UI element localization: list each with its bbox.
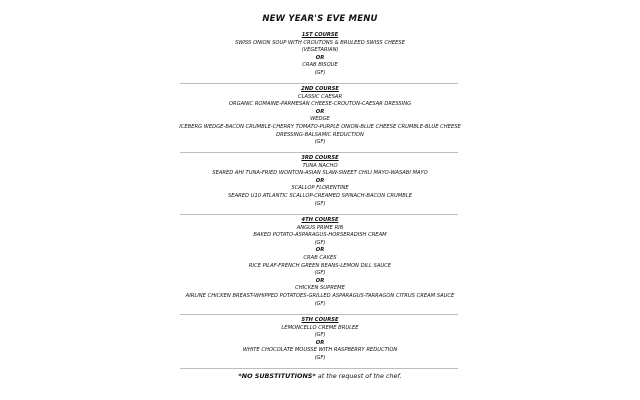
dietary-note: (GF) <box>314 332 326 339</box>
or-separator: OR <box>315 108 325 115</box>
menu-item-description: SEARED AHI TUNA-FRIED WONTON-ASIAN SLAW-SWEET CHILI MAYO-WASABI MAYO <box>212 170 428 177</box>
course-2 <box>0 86 640 147</box>
or-separator: OR <box>315 277 325 284</box>
menu-item: ANGUS PRIME RIB <box>296 224 344 231</box>
dietary-note: (GF) <box>314 300 326 307</box>
course-heading: 4TH COURSE <box>301 217 339 223</box>
menu-item: CLASSIC CAESAR <box>297 93 343 100</box>
menu-item-description: DRESSING-BALSAMIC REDUCTION <box>276 131 364 138</box>
menu-item: CRAB BISQUE <box>302 62 338 69</box>
menu-item: WHITE CHOCOLATE MOUSSE WITH RASPBERRY REDUCTION <box>242 347 398 354</box>
dietary-note: (GF) <box>314 354 326 361</box>
footer-note: at the request of the chef. <box>315 372 402 380</box>
course-5 <box>0 317 640 363</box>
course-heading: 3RD COURSE <box>301 155 339 161</box>
dietary-note: (GF) <box>314 69 326 76</box>
menu-title: NEW YEAR'S EVE MENU <box>262 14 378 24</box>
menu-item: LEMONCELLO CREME BRULEE <box>281 324 359 331</box>
dietary-note: (GF) <box>314 200 326 207</box>
menu-item-description: ORGANIC ROMAINE-PARMESAN CHEESE-CROUTON-CAESAR DRESSING <box>228 101 412 108</box>
menu-item: SCALLOP FLORENTINE <box>291 185 349 192</box>
dietary-note: (GF) <box>314 239 326 246</box>
course-heading: 5TH COURSE <box>301 317 339 323</box>
no-substitutions-note: *NO SUBSTITUTIONS* <box>238 372 316 380</box>
menu-item-description: BAKED POTATO-ASPARAGUS-HORSERADISH CREAM <box>253 232 387 239</box>
menu-item-description: ICEBERG WEDGE-BACON CRUMBLE-CHERRY TOMATO-PURPLE ONION-BLUE CHEESE CRUMBLE-BLUE CHEESE <box>179 123 461 130</box>
course-heading: 2ND COURSE <box>301 86 339 92</box>
or-separator: OR <box>315 177 325 184</box>
menu-item: CHICKEN SUPREME <box>295 285 345 292</box>
dietary-note: (GF) <box>314 139 326 146</box>
menu-item-description: RICE PILAF-FRENCH GREEN BEANS-LEMON DILL SAUCE <box>248 262 392 269</box>
menu-item: WEDGE <box>310 116 330 123</box>
menu-footer <box>0 372 640 380</box>
dietary-note: (VEGETARIAN) <box>301 47 339 54</box>
dietary-note: (GF) <box>314 270 326 277</box>
menu-item-description: SEARED U10 ATLANTIC SCALLOP-CREAMED SPINACH-BACON CRUMBLE <box>228 192 412 199</box>
or-separator: OR <box>315 54 325 61</box>
course-divider <box>180 314 458 315</box>
course-divider <box>180 83 458 84</box>
menu-item: SWISS ONION SOUP WITH CROUTONS & BRULEED SWISS CHEESE <box>234 39 405 46</box>
course-divider <box>180 214 458 215</box>
menu-item: CRAB CAKES <box>303 254 337 261</box>
course-1 <box>0 32 640 78</box>
or-separator: OR <box>315 247 325 254</box>
course-divider <box>180 152 458 153</box>
course-4 <box>0 217 640 308</box>
course-divider <box>180 368 458 369</box>
or-separator: OR <box>315 339 325 346</box>
menu-item-description: AIRLINE CHICKEN BREAST-WHIPPED POTATOES-GRILLED ASPARAGUS-TARRAGON CITRUS CREAM SAUCE <box>185 292 455 299</box>
course-heading: 1ST COURSE <box>301 32 339 38</box>
menu-item: TUNA NACHO <box>302 162 338 169</box>
course-3 <box>0 155 640 208</box>
